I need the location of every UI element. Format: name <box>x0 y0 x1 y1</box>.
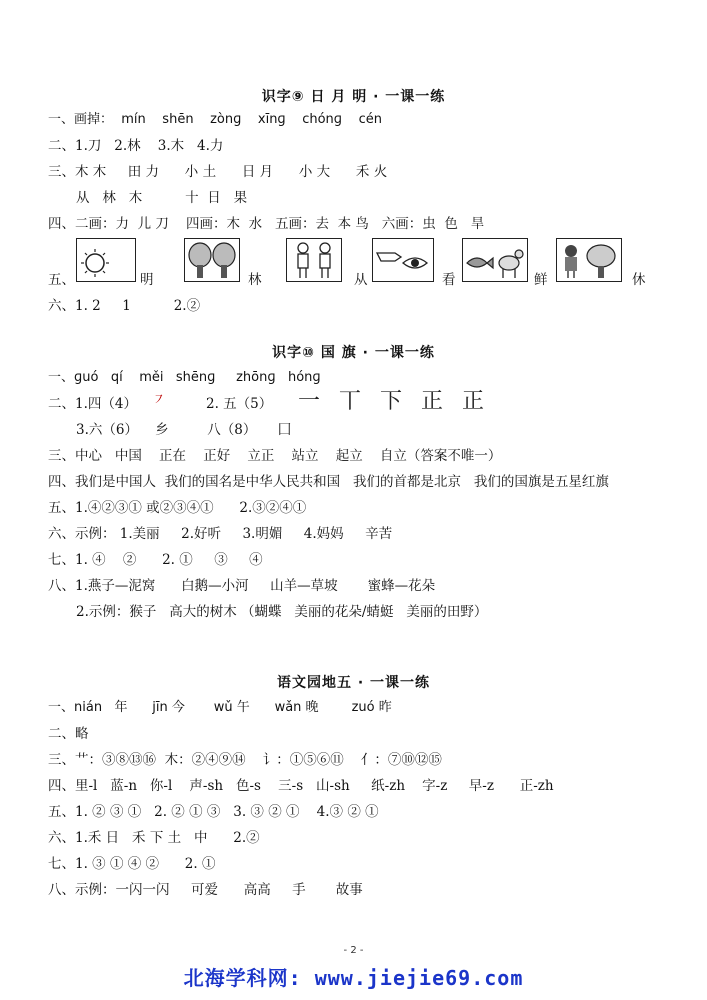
s1-q3a: 三、木 木 田 力 小 土 日 月 小 大 禾 火 <box>48 164 388 180</box>
q5-label-xian: 鲜 <box>534 272 548 288</box>
person-tree-icon <box>557 239 621 281</box>
s2-q2a-stroke: ㇇ <box>152 392 166 408</box>
s3-q4: 四、里-l 蓝-n 你-l 声-sh 色-s 三-s 山-sh 纸-zh 字-z 早-z 正-zh <box>48 778 554 794</box>
q5-label-lin: 林 <box>248 272 262 288</box>
fish-sheep-picture <box>462 238 528 282</box>
s3-q8: 八、示例：一闪一闪 可爱 高高 手 故事 <box>48 882 363 898</box>
hand-eye-icon <box>373 239 433 281</box>
s1-q4: 四、二画：力 儿 刀 四画：木 水 五画：去 本 鸟 六画：虫 色 旱 <box>48 216 485 232</box>
q5-label-ming: 明 <box>140 272 154 288</box>
trees-icon <box>185 239 239 281</box>
s1-q6: 六、1. 2 1 2.② <box>48 298 201 314</box>
people-icon <box>287 239 341 281</box>
page-number: - 2 - <box>343 945 364 956</box>
s2-q2a-mid: 2. 五（5） <box>206 396 273 412</box>
s2-q7: 七、1. ④ ② 2. ① ③ ④ <box>48 552 263 568</box>
sun-moon-icon <box>77 239 135 281</box>
q5-label-xiu: 休 <box>632 272 646 288</box>
hand-eye-picture <box>372 238 434 282</box>
s3-q5: 五、1. ② ③ ① 2. ② ① ③ 3. ③ ② ① 4.③ ② ① <box>48 804 379 820</box>
person-tree-picture <box>556 238 622 282</box>
s1-q3b: 从 林 木 十 日 果 <box>76 190 248 206</box>
s2-q6: 六、示例： 1.美丽 2.好听 3.明媚 4.妈妈 辛苦 <box>48 526 393 542</box>
two-people-picture <box>286 238 342 282</box>
footer-watermark: 北海学科网: www.jiejie69.com <box>183 966 524 990</box>
s3-q1: 一、nián 年 jīn 今 wǔ 午 wǎn 晚 zuó 昨 <box>48 700 392 715</box>
sun-moon-picture <box>76 238 136 282</box>
two-trees-picture <box>184 238 240 282</box>
s3-q3: 三、艹：③⑧⑬⑯ 木：②④⑨⑭ 讠：①⑤⑥⑪ 亻：⑦⑩⑫⑮ <box>48 752 442 768</box>
s1-q5-prefix: 五、 <box>48 272 75 288</box>
section3-title: 语文园地五 · 一课一练 <box>276 675 431 691</box>
s1-q1: 一、画掉： mín shēn zònɡ xīnɡ chónɡ cén <box>48 112 382 127</box>
s2-q8b: 2.示例：猴子 高大的树木 （蝴蝶 美丽的花朵/蜻蜓 美丽的田野） <box>76 604 488 620</box>
s2-q2a-handwriting: 一 丅 下 正 正 <box>298 389 490 414</box>
s3-q2: 二、略 <box>48 726 89 742</box>
section2-title: 识字⑩ 国 旗 · 一课一练 <box>272 345 435 361</box>
section1-title: 识字⑨ 日 月 明 · 一课一练 <box>261 89 446 105</box>
s2-q3: 三、中心 中国 正在 正好 立正 站立 起立 自立（答案不唯一） <box>48 448 502 464</box>
s1-q2: 二、1.刀 2.林 3.木 4.力 <box>48 138 224 154</box>
q5-label-kan: 看 <box>442 272 456 288</box>
fish-sheep-icon <box>463 239 527 281</box>
s2-q8a: 八、1.燕子—泥窝 白鹅—小河 山羊—草坡 蜜蜂—花朵 <box>48 578 436 594</box>
s2-q2a-left: 二、1.四（4） <box>48 396 137 412</box>
s2-q1: 一、ɡuó qí měi shēnɡ zhōnɡ hónɡ <box>48 370 321 385</box>
s3-q7: 七、1. ③ ① ④ ② 2. ① <box>48 856 216 872</box>
s3-q6: 六、1.禾 日 禾 下 土 中 2.② <box>48 830 260 846</box>
s2-q5: 五、1.④②③① 或②③④① 2.③②④① <box>48 500 307 516</box>
q5-label-cong: 从 <box>354 272 368 288</box>
s2-q4: 四、我们是中国人 我们的国名是中华人民共和国 我们的首都是北京 我们的国旗是五星红旗 <box>48 474 609 490</box>
s2-q2b: 3.六（6） 乡 八（8） 囗 <box>76 422 292 438</box>
